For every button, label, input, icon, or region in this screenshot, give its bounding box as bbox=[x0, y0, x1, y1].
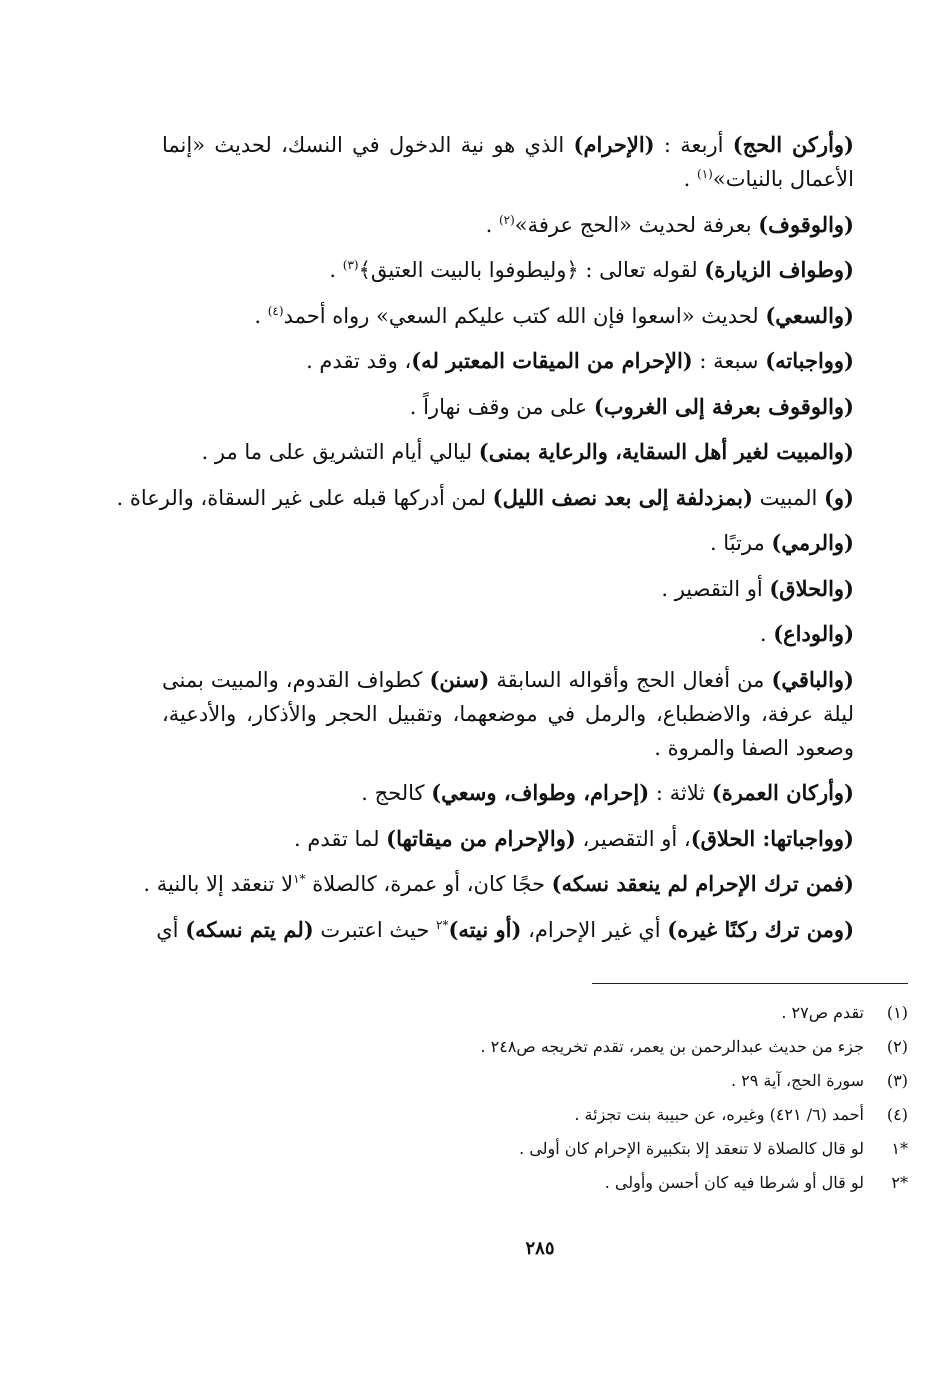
term-remaining: (والباقي) bbox=[771, 666, 854, 692]
term-ramy: (والرمي) bbox=[771, 530, 854, 555]
term-muzdalifa: (بمزدلفة إلى بعد نصف الليل) bbox=[492, 484, 753, 510]
paragraph-mabit-muzdalifa: (و) المبيت (بمزدلفة إلى بعد نصف الليل) لمن أدركها قبله على غير السقاة، والرعاة . bbox=[116, 484, 854, 510]
footnote-number: *١ bbox=[891, 1139, 908, 1158]
term-umrah-pillars: (وأركان العمرة) bbox=[711, 780, 854, 805]
paragraph-sai: (والسعي) لحديث «اسعوا فإن الله كتب عليكم السعي» رواه أحمد$^{(٤)}$ . bbox=[254, 302, 854, 328]
paragraph-wuquf-ghurub: (والوقوف بعرفة إلى الغروب) على من وقف نهاراً . bbox=[409, 393, 854, 419]
footnote-ref-4: (٤) bbox=[267, 303, 284, 318]
footnote-4 bbox=[300, 1102, 908, 1128]
term-omit-pillar: (ومن ترك ركنًا غيره) bbox=[667, 916, 854, 942]
footnote-text: أحمد (٦/ ٤٢١) وغيره، عن حبيبة بنت تجزئة . bbox=[574, 1105, 864, 1124]
footnote-ref-1: (١) bbox=[697, 167, 713, 181]
term-or-intention: (أو نيته) bbox=[448, 916, 522, 942]
footnote-star-2 bbox=[300, 1170, 908, 1196]
footnote-star-1 bbox=[300, 1136, 908, 1162]
term-umrah-obligations: (وواجباتها: الحلاق) bbox=[690, 825, 854, 851]
footnote-text: لو قال كالصلاة لا تنعقد إلا بتكبيرة الإحرام كان أولى . bbox=[519, 1139, 864, 1158]
paragraph-wada: (والوداع) . bbox=[759, 621, 854, 646]
footnote-text: لو قال أو شرطا فيه كان أحسن وأولى . bbox=[604, 1173, 864, 1192]
term-umrah-pillar-list: (إحرام، وطواف، وسعي) bbox=[431, 780, 650, 805]
term-omit-ihram: (فمن ترك الإحرام لم ينعقد نسكه) bbox=[551, 871, 854, 896]
page-number: ٢٨٥ bbox=[525, 1238, 555, 1259]
footnote-divider bbox=[592, 983, 908, 984]
term-wada: (والوداع) bbox=[773, 621, 854, 646]
paragraph-mabit-mina: (والمبيت لغير أهل السقاية، والرعاية بمنى) ليالي أيام التشريق على ما مر . bbox=[201, 439, 854, 464]
footnote-3 bbox=[300, 1068, 908, 1094]
paragraph-hajj-pillars: (وأركن الحج) أربعة : (الإحرام) الذي هو نية الدخول في النسك، لحديث «إنما الأعمال بالنيات»$^{(١)}$ . bbox=[162, 132, 854, 191]
footnotes bbox=[300, 1000, 908, 1204]
paragraph-omit-ihram: (فمن ترك الإحرام لم ينعقد نسكه) حجًا كان، أو عمرة، كالصلاة $^{*١}$لا تنعقد إلا بالنية . bbox=[143, 871, 854, 896]
term-mabit-mina: (والمبيت لغير أهل السقاية، والرعاية بمنى) bbox=[478, 439, 854, 464]
term-umrah-miqat: (والإحرام من ميقاتها) bbox=[386, 825, 576, 851]
term-incomplete-rite: (لم يتم نسكه) bbox=[185, 916, 314, 942]
footnote-text: جزء من حديث عبدالرحمن بن يعمر، تقدم تخريجه ص٢٤٨ . bbox=[480, 1037, 864, 1056]
footnote-ref-3: (٣) bbox=[342, 258, 359, 272]
footnote-number: (٤) bbox=[886, 1105, 908, 1124]
term-hajj-pillars: (وأركن الحج) bbox=[732, 132, 854, 157]
footnote-number: (٣) bbox=[886, 1071, 908, 1090]
paragraph-sunan: (والباقي) من أفعال الحج وأقواله السابقة (سنن) كطواف القدوم، والمبيت بمنى ليلة عرفة، والاضطباع، والرمل في موضعهما، وتقبيل الحجر والأذكار، والأدعية، وصعود الصفا والمروة . bbox=[162, 666, 854, 760]
term-tawaf-ziyara: (وطواف الزيارة) bbox=[704, 257, 854, 282]
term-wuquf: (والوقوف) bbox=[758, 211, 854, 237]
footnote-1 bbox=[300, 1000, 908, 1026]
footnote-2 bbox=[300, 1034, 908, 1060]
paragraph-omit-pillar: (ومن ترك ركنًا غيره) أي غير الإحرام، (أو نيته)$^{*٢}$ حيث اعتبرت (لم يتم نسكه) أي bbox=[156, 916, 854, 942]
paragraph-ramy: (والرمي) مرتبًا . bbox=[709, 530, 854, 555]
paragraph-umrah-pillars: (وأركان العمرة) ثلاثة : (إحرام، وطواف، وسعي) كالحج . bbox=[361, 780, 854, 805]
term-sunan: (سنن) bbox=[429, 666, 490, 692]
paragraph-tawaf-ziyara: (وطواف الزيارة) لقوله تعالى : ﴿وليطوفوا بالبيت العتيق﴾$^{(٣)}$ . bbox=[329, 257, 854, 282]
paragraph-obligations: (وواجباته) سبعة : (الإحرام من الميقات المعتبر له)، وقد تقدم . bbox=[306, 348, 854, 373]
footnote-text: سورة الحج، آية ٢٩ . bbox=[730, 1071, 864, 1090]
note-mark-1: *١ bbox=[293, 872, 306, 886]
paragraph-halq: (والحلاق) أو التقصير . bbox=[661, 575, 854, 601]
footnote-number: *٢ bbox=[891, 1173, 908, 1192]
note-mark-2: *٢ bbox=[436, 917, 449, 932]
paragraph-wuquf: (والوقوف) بعرفة لحديث «الحج عرفة»$^{(٢)}$ . bbox=[485, 211, 854, 237]
term-ihram-miqat: (الإحرام من الميقات المعتبر له) bbox=[411, 348, 693, 373]
term-obligations: (وواجباته) bbox=[765, 348, 854, 373]
term-wuquf-ghurub: (والوقوف بعرفة إلى الغروب) bbox=[593, 393, 854, 419]
paragraph-umrah-obligations: (وواجباتها: الحلاق)، أو التقصير، (والإحرام من ميقاتها) لما تقدم . bbox=[294, 825, 854, 851]
term-ihram: (الإحرام) bbox=[573, 132, 655, 157]
footnote-number: (١) bbox=[886, 1003, 908, 1022]
main-text bbox=[116, 128, 868, 958]
footnote-ref-2: (٢) bbox=[498, 212, 515, 227]
footnote-number: (٢) bbox=[886, 1037, 908, 1056]
term-sai: (والسعي) bbox=[765, 302, 854, 328]
footnote-text: تقدم ص٢٧ . bbox=[781, 1003, 864, 1022]
term-halq: (والحلاق) bbox=[769, 575, 854, 601]
